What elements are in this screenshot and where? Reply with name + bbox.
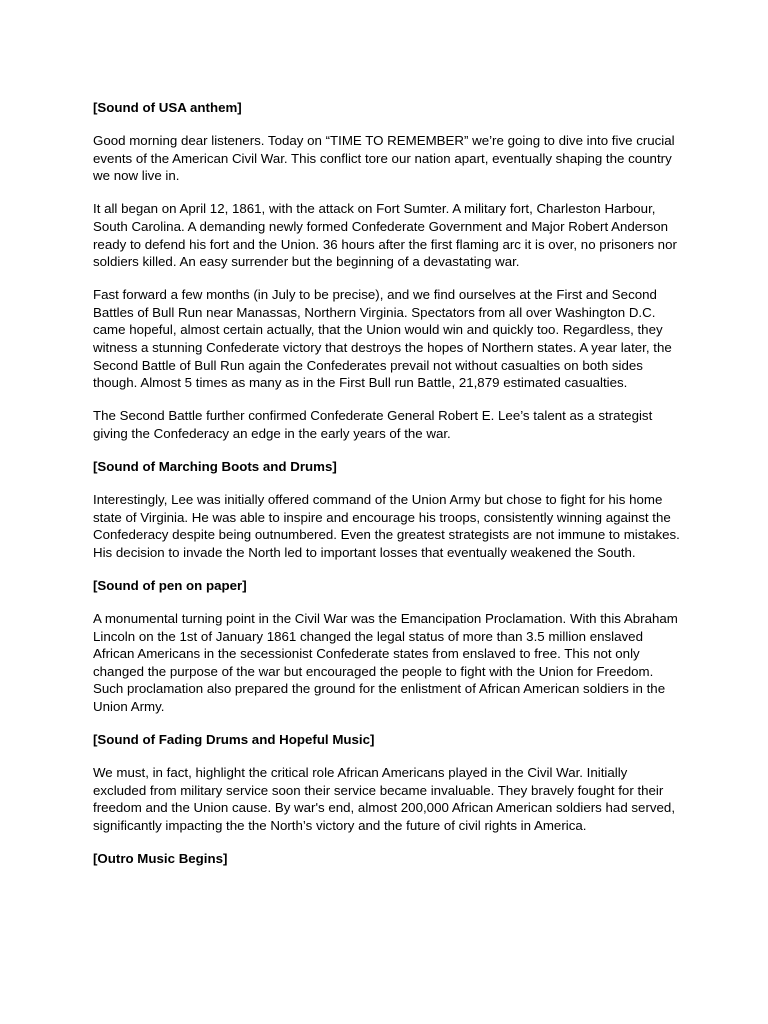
sound-cue-fading-drums: [Sound of Fading Drums and Hopeful Music]	[93, 732, 375, 748]
sound-cue-outro-music: [Outro Music Begins]	[93, 851, 228, 867]
sound-cue-marching-boots: [Sound of Marching Boots and Drums]	[93, 459, 337, 474]
sound-cue-pen-on-paper: [Sound of pen on paper]	[93, 577, 247, 593]
paragraph-bull-run: Fast forward a few months (in July to be precise), and we find ourselves at the First and Second Battles of Bull Run near Manassas, Northern Virginia. Spectators from all over Washington D.C. came hopeful, almost certain actually, that the Union would win and quickly too. Regardless, they witness a stunning Confederate victory that destroys the hopes of Northern states. A year later, the Second Battle of Bull Run again the Confederates prevail not without casualties on both sides though. Almost 5 times as many as in the First Bull run Battle, 21,879 estimated casualties.	[93, 287, 672, 391]
paragraph-fort-sumter: It all began on April 12, 1861, with the attack on Fort Sumter. A military fort, Charleston Harbour, South Carolina. A demanding newly formed Confederate Government and Major Robert Anderson ready to defend his fort and the Union. 36 hours after the first flaming arc it is over, no prisoners nor soldiers killed. An easy surrender but the beginning of a devastating war.	[93, 201, 677, 270]
paragraph-african-american-soldiers: We must, in fact, highlight the critical role African Americans played in the Civil War. Initially excluded from military service soon their service became invaluable. They bravely fought for their freedom and the Union cause. By war's end, almost 200,000 African American soldiers had served, significantly impacting the the North’s victory and the future of civil rights in America.	[93, 765, 676, 833]
paragraph-lee-command: Interestingly, Lee was initially offered command of the Union Army but chose to fight for his home state of Virginia. He was able to inspire and encourage his troops, consistently winning against the Confederacy despite being outnumbered. Even the greatest strategists are not immune to mistakes. His decision to invade the North led to important losses that eventually weakened the South.	[93, 492, 680, 560]
paragraph-intro: Good morning dear listeners. Today on “TIME TO REMEMBER” we’re going to dive into five crucial events of the American Civil War. This conflict tore our nation apart, eventually shaping the country we now live in.	[93, 133, 675, 184]
document-page	[93, 99, 683, 883]
sound-cue-usa-anthem: [Sound of USA anthem]	[93, 100, 242, 115]
paragraph-lee-strategist: The Second Battle further confirmed Confederate General Robert E. Lee’s talent as a strategist giving the Confederacy an edge in the early years of the war.	[93, 408, 653, 441]
paragraph-emancipation: A monumental turning point in the Civil War was the Emancipation Proclamation. With this Abraham Lincoln on the 1st of January 1861 changed the legal status of more than 3.5 million enslaved African Americans in the secessionist Confederate states from enslaved to free. This not only changed the purpose of the war but encouraged the people to fight with the Union for Freedom. Such proclamation also prepared the ground for the enlistment of African American soldiers in the Union Army.	[93, 611, 678, 715]
